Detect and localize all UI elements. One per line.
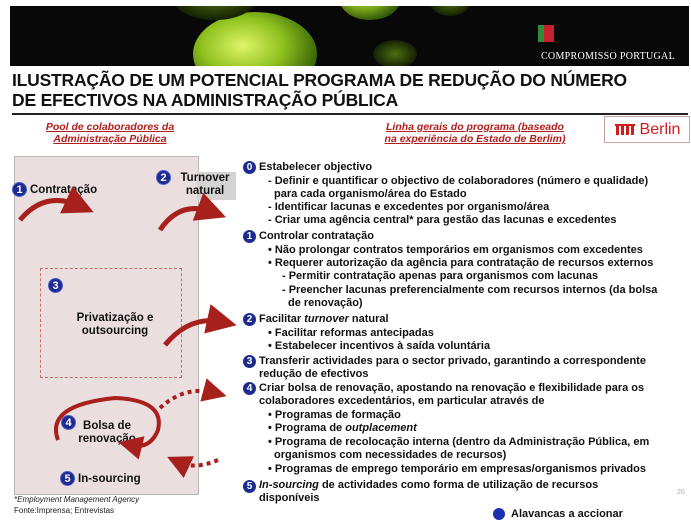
page-number: 20 <box>677 489 685 496</box>
arrow-bolsa-out <box>160 391 215 408</box>
insourcing-label: In-sourcing <box>78 473 141 485</box>
list-item-4g: • Programas de emprego temporário em empresas/organismos privados <box>268 463 646 475</box>
footnote-source: Fonte:Imprensa; Entrevistas <box>14 506 115 515</box>
contratacao-label: Contratação <box>30 184 98 196</box>
step-badge-4: 4 <box>61 415 76 430</box>
arrow-bolsa-loop <box>56 398 159 446</box>
list-item-0d: - Criar uma agência central* para gestão das lacunas e excedentes <box>268 214 617 226</box>
list-item-2b: • Estabelecer incentivos à saída voluntária <box>268 340 491 352</box>
arrow-insourcing <box>178 460 218 466</box>
priv-line-2: outsourcing <box>81 325 149 337</box>
legend-label: Alavancas a accionar <box>511 508 623 520</box>
list-item-0: Estabelecer objectivo <box>259 161 373 173</box>
list-item-0b: para cada organismo/área do Estado <box>274 188 467 200</box>
list-item-1c: - Permitir contratação apenas para organismos com lacunas <box>282 270 599 282</box>
left-header-line-2: Administração Pública <box>53 133 167 145</box>
step-badge-5: 5 <box>60 471 75 486</box>
list-item-4b: colaboradores excedentários, em particular através de <box>259 395 545 407</box>
list-item-1b: • Requerer autorização da agência para contratação de recursos externos <box>268 257 654 269</box>
priv-line-1: Privatização e <box>76 312 154 324</box>
turnover-line-1: Turnover <box>180 172 230 184</box>
list-badge-0: 0 <box>243 161 256 174</box>
list-item-3b: redução de efectivos <box>259 368 369 380</box>
list-item-5: In-sourcing de actividades como forma de utilização de recursos <box>259 479 599 491</box>
title-line-1: ILUSTRAÇÃO DE UM POTENCIAL PROGRAMA DE REDUÇÃO DO NÚMERO <box>12 70 627 90</box>
step-badge-1: 1 <box>12 182 27 197</box>
list-item-2a: • Facilitar reformas antecipadas <box>268 327 434 339</box>
footnote-agency: *Employment Management Agency <box>14 495 140 504</box>
legend-dot-icon <box>493 508 505 520</box>
list-item-4d: • Programa de outplacement <box>268 422 417 434</box>
list-badge-2: 2 <box>243 313 256 326</box>
arrow-contratacao <box>20 200 80 220</box>
berlin-text: Berlin <box>639 120 681 138</box>
list-item-1: Controlar contratação <box>259 230 374 242</box>
list-item-1a: • Não prolongar contratos temporários em organismos com excedentes <box>268 244 643 256</box>
step-badge-2: 2 <box>156 170 171 185</box>
arrow-privatizacao <box>165 321 222 345</box>
step-badge-3: 3 <box>48 278 63 293</box>
list-item-4e: • Programa de recolocação interna (dentro da Administração Pública, em <box>268 436 650 448</box>
list-item-4f: organismos com necessidades de recursos) <box>274 449 507 461</box>
list-item-1d: - Preencher lacunas preferencialmente com recursos internos (da bolsa <box>282 284 658 296</box>
list-badge-5: 5 <box>243 480 256 493</box>
list-item-3: Transferir actividades para o sector privado, garantindo a correspondente <box>259 355 646 367</box>
list-badge-3: 3 <box>243 355 256 368</box>
brand-name: COMPROMISSO PORTUGAL <box>540 51 675 62</box>
list-item-0c: - Identificar lacunas e excedentes por organismo/área <box>268 201 550 213</box>
list-badge-4: 4 <box>243 382 256 395</box>
bolsa-line-2: renovação <box>78 433 136 445</box>
turnover-line-2: natural <box>185 185 225 197</box>
right-header-line-2: na experiência do Estado de Berlim) <box>384 133 566 145</box>
list-item-5b: disponíveis <box>259 492 320 504</box>
right-header-line-1: Linha gerais do programa (baseado <box>386 121 564 133</box>
list-item-0a: - Definir e quantificar o objectivo de colaboradores (número e qualidade) <box>268 175 649 187</box>
list-item-4c: • Programas de formação <box>268 409 401 421</box>
list-badge-1: 1 <box>243 230 256 243</box>
title-line-2: DE EFECTIVOS NA ADMINISTRAÇÃO PÚBLICA <box>12 90 399 110</box>
list-item-1e: de renovação) <box>288 297 363 309</box>
list-item-4: Criar bolsa de renovação, apostando na renovação e flexibilidade para os <box>259 382 645 394</box>
arrow-turnover <box>160 209 212 230</box>
left-header-line-1: Pool de colaboradores da <box>45 121 175 133</box>
bolsa-line-1: Bolsa de <box>83 420 131 432</box>
list-item-2: Facilitar turnover natural <box>259 313 389 325</box>
